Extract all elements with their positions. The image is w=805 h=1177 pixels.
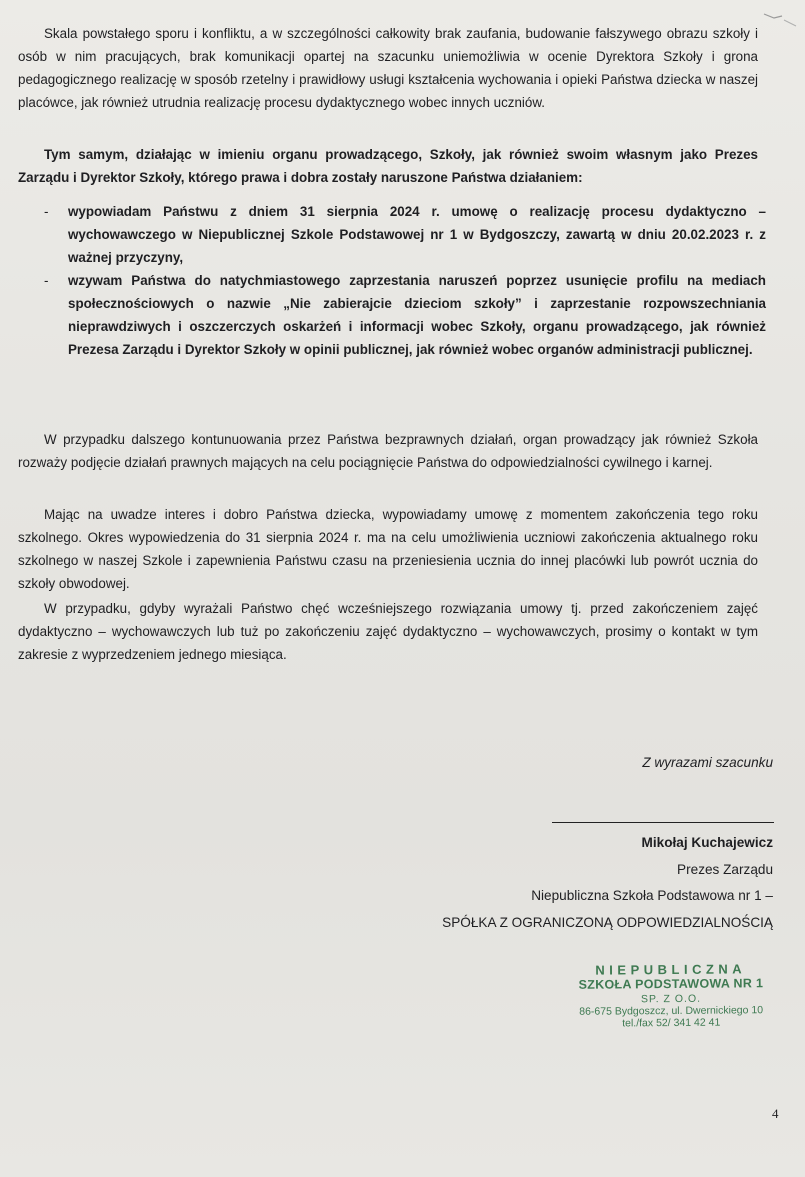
page-number: 4 xyxy=(772,1106,779,1121)
list-dash: - xyxy=(44,204,49,219)
paragraph-legal-action: W przypadku dalszego kontunuowania przez Państwa bezprawnych działań, organ prowadzący jak również Szkoła rozważy podjęcie działań prawnych mających na celu pociągnięcie Państwa do odpowiedzialności cywilnego i karnej. xyxy=(18,432,758,470)
school-stamp xyxy=(556,961,787,1030)
organization-name: Niepubliczna Szkoła Podstawowa nr 1 – xyxy=(531,888,773,903)
list-item xyxy=(44,269,766,361)
signature-line xyxy=(552,822,774,823)
staple-mark-icon xyxy=(760,8,800,30)
list-item xyxy=(44,200,766,269)
signatory-name: Mikołaj Kuchajewicz xyxy=(641,835,773,850)
list-item-text: wzywam Państwa do natychmiastowego zaprzestania naruszeń poprzez usunięcie profilu na mediach społecznościowych o nazwie „Nie zabierajcie dzieciom szkoły” i zaprzestanie rozpowszechniania nieprawdziwych i oszczerczych oskarżeń i informacji wobec Szkoły, organu prowadzącego, jak również Prezesa Zarządu i Dyrektor Szkoły w opinii publicznej, jak również wobec organów administracji publicznej. xyxy=(68,273,766,357)
demands-list xyxy=(44,200,766,361)
list-item-text: wypowiadam Państwu z dniem 31 sierpnia 2024 r. umowę o realizację procesu dydaktyczno – wychowawczego w Niepublicznej Szkole Podstawowej nr 1 w Bydgoszczy, zawartą w dniu 20.02.2023 r. z ważnej przyczyny, xyxy=(68,204,766,265)
paragraph-early-termination: W przypadku, gdyby wyrażali Państwo chęć wcześniejszego rozwiązania umowy tj. przed zakończeniem zajęć dydaktyczno – wychowawczych lub tuż po zakończeniu zajęć dydaktyczno – wychowawczych, prosimy o kontakt w tym zakresie z wyprzedzeniem jednego miesiąca. xyxy=(18,601,758,662)
stamp-line: SZKOŁA PODSTAWOWA NR 1 xyxy=(578,976,764,992)
paragraph-termination: Mając na uwadze interes i dobro Państwa dziecka, wypowiadamy umowę z momentem zakończenia tego roku szkolnego. Okres wypowiedzenia do 31 sierpnia 2024 r. ma na celu umożliwienia uczniowi zakończenia aktualnego roku szkolnego w naszej Szkole i zapewnienia Państwu czasu na przeniesienia ucznia do innej placówki lub powrót ucznia do szkoły obwodowej. xyxy=(18,507,758,591)
organization-legal-form: SPÓŁKA Z OGRANICZONĄ ODPOWIEDZIALNOŚCIĄ xyxy=(442,915,773,930)
signatory-role: Prezes Zarządu xyxy=(677,862,773,877)
closing-greeting: Z wyrazami szacunku xyxy=(642,755,773,770)
stamp-line: SP. Z O.O. xyxy=(640,992,702,1006)
list-dash: - xyxy=(44,273,49,288)
stamp-address: 86-675 Bydgoszcz, ul. Dwernickiego 10 xyxy=(579,1004,764,1018)
stamp-line: NIEPUBLICZNA xyxy=(595,961,747,978)
paragraph-conflict: Skala powstałego sporu i konfliktu, a w szczególności całkowity brak zaufania, budowanie fałszywego obrazu szkoły i osób w nim pracujących, brak komunikacji opartej na szacunku uniemożliwia w ocenie Dyrektora Szkoły i grona pedagogicznego realizację w sposób rzetelny i prawidłowy usługi kształcenia wychowania i opieki Państwa dziecka w naszej placówce, jak również utrudnia realizację procesu dydaktycznego wobec innych uczniów. xyxy=(18,26,758,110)
stamp-phone: tel./fax 52/ 341 42 41 xyxy=(622,1016,721,1030)
paragraph-acting-on-behalf: Tym samym, działając w imieniu organu prowadzącego, Szkoły, jak również swoim własnym jako Prezes Zarządu i Dyrektor Szkoły, którego prawa i dobra zostały naruszone Państwa działaniem: xyxy=(18,147,758,185)
